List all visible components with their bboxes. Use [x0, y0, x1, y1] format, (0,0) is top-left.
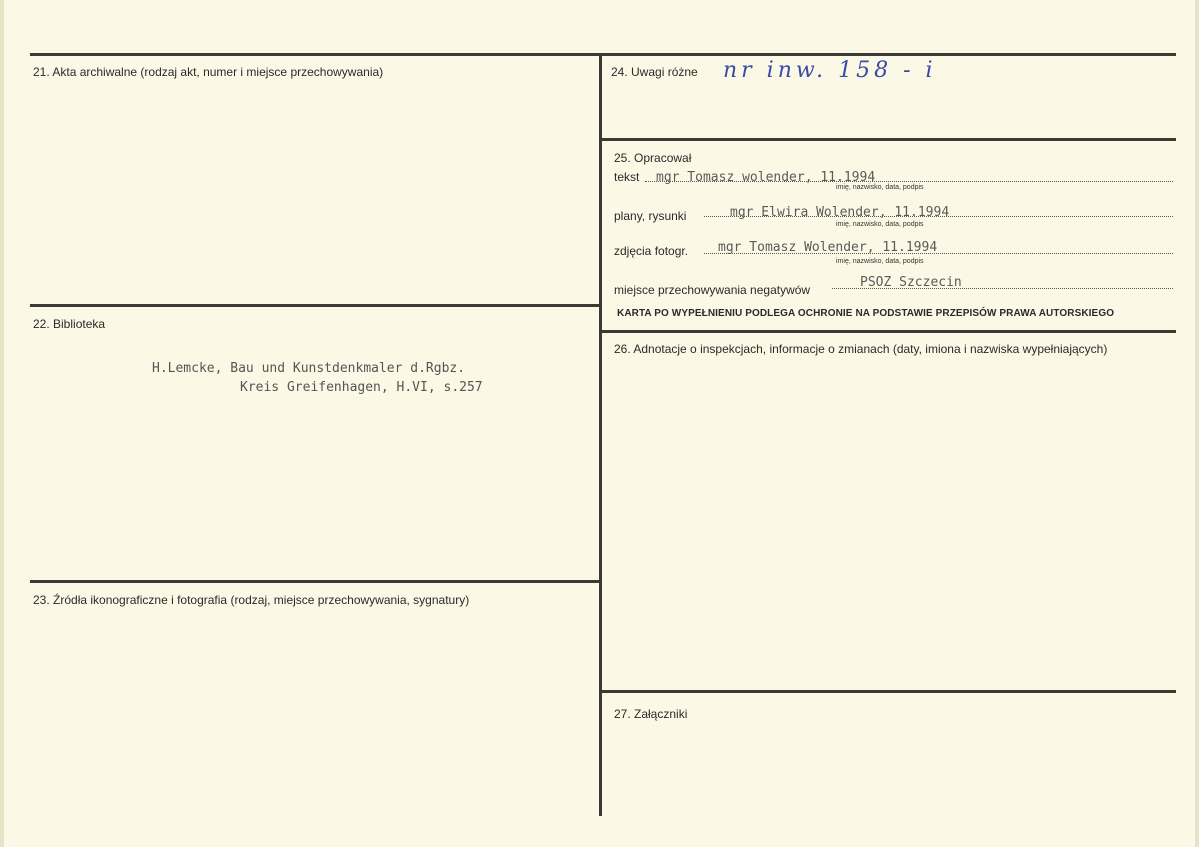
tekst-label: tekst — [614, 170, 640, 184]
handwritten-inventory-number: nr inw. 158 - i — [723, 58, 937, 83]
zdjecia-value: mgr Tomasz Wolender, 11.1994 — [718, 240, 938, 255]
section-24-label: 24. Uwagi różne — [611, 65, 698, 79]
rule-24-25 — [600, 138, 1176, 141]
rule-25-26 — [600, 330, 1176, 333]
library-line-2: Kreis Greifenhagen, H.VI, s.257 — [240, 380, 483, 395]
copyright-notice: KARTA PO WYPEŁNIENIU PODLEGA OCHRONIE NA PODSTAWIE PRZEPISÓW PRAWA AUTORSKIEGO — [617, 308, 1115, 319]
negatywy-value: PSOZ Szczecin — [860, 275, 962, 290]
rule-21-22 — [30, 304, 601, 307]
section-27-label: 27. Załączniki — [614, 707, 688, 721]
section-26-label: 26. Adnotacje o inspekcjach, informacje o zmianach (daty, imiona i nazwiska wypełniających) — [614, 342, 1108, 356]
column-divider — [599, 54, 602, 816]
rule-26-27 — [600, 690, 1176, 693]
zdjecia-label: zdjęcia fotogr. — [614, 244, 689, 258]
top-rule — [30, 53, 1176, 56]
section-22-label: 22. Biblioteka — [33, 317, 106, 331]
tekst-caption: imię, nazwisko, data, podpis — [836, 184, 924, 191]
library-line-1: H.Lemcke, Bau und Kunstdenkmaler d.Rgbz. — [152, 361, 466, 376]
plany-label: plany, rysunki — [614, 209, 687, 223]
negatywy-label: miejsce przechowywania negatywów — [614, 283, 811, 297]
tekst-value: mgr Tomasz wolender, 11.1994 — [656, 170, 876, 185]
zdjecia-caption: imię, nazwisko, data, podpis — [836, 258, 924, 265]
section-21-label: 21. Akta archiwalne (rodzaj akt, numer i miejsce przechowywania) — [33, 65, 384, 79]
plany-caption: imię, nazwisko, data, podpis — [836, 221, 924, 228]
paper-edge-right — [1195, 0, 1199, 847]
section-23-label: 23. Źródła ikonograficzne i fotografia (rodzaj, miejsce przechowywania, sygnatury) — [33, 593, 470, 607]
paper-edge-left — [0, 0, 4, 847]
plany-value: mgr Elwira Wolender, 11.1994 — [730, 205, 950, 220]
rule-22-23 — [30, 580, 601, 583]
section-25-label: 25. Opracował — [614, 151, 692, 165]
